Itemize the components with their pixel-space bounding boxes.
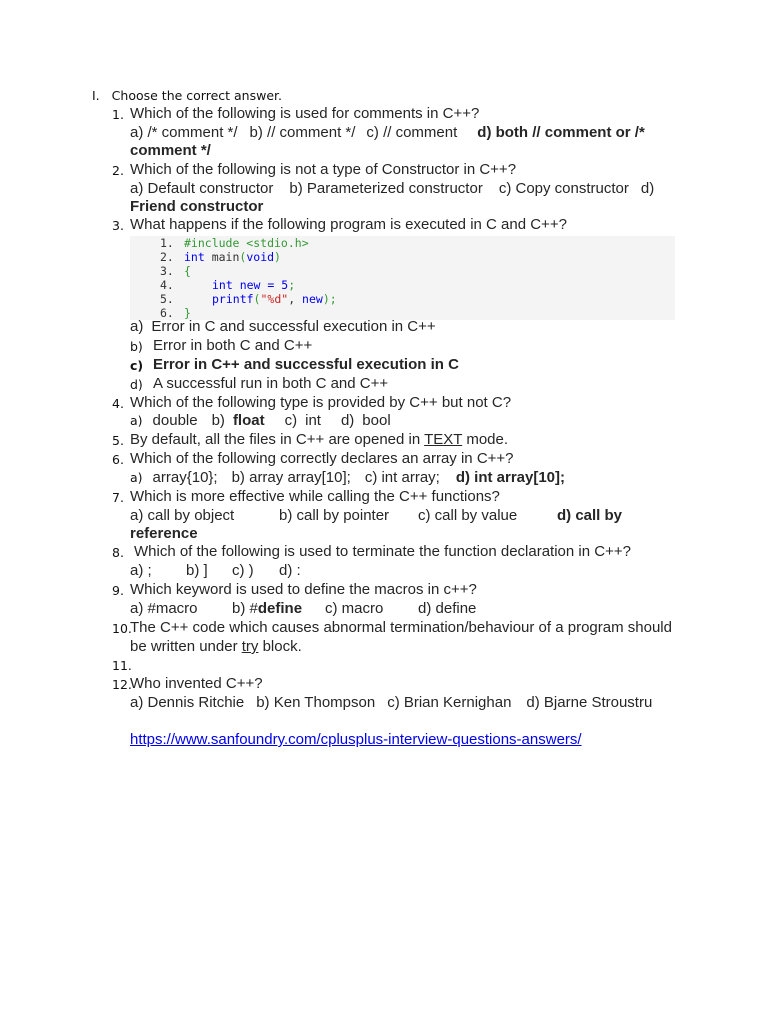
q5-number: 5.	[112, 433, 124, 448]
q1-option-b: b) // comment */	[249, 124, 356, 141]
q4-option-c: int	[305, 412, 321, 429]
q7-option-d-continued: reference	[130, 525, 198, 542]
code-line-6: 6. }	[160, 306, 191, 320]
q3-option-b-label: b)	[130, 339, 143, 354]
section-marker: I.	[92, 88, 100, 103]
q1-option-d-continued: comment */	[130, 142, 211, 159]
q1-option-a: a) /* comment */	[130, 124, 238, 141]
q4-options: a) double b) float c) int d) bool	[130, 412, 391, 429]
q4-text: Which of the following type is provided by C++ but not C?	[130, 394, 512, 411]
q1-text: Which of the following is used for comments in C++?	[130, 105, 480, 122]
q2-option-a: a) Default constructor	[130, 180, 274, 197]
q6-text: Which of the following correctly declares an array in C++?	[130, 450, 514, 467]
q4-option-b: float	[232, 412, 265, 429]
q3-option-d-label: d)	[130, 377, 143, 392]
code-line-3: 3. {	[160, 264, 191, 278]
q2-option-d: Friend constructor	[130, 198, 264, 215]
q2-option-b: b) Parameterized constructor	[289, 180, 483, 197]
q1-option-c: c) // comment	[366, 124, 458, 141]
q3-option-c: Error in C++ and successful execution in C	[153, 356, 459, 373]
q1-options	[130, 124, 645, 142]
q2-option-d-label: d)	[640, 180, 655, 197]
q6-option-c: c) int array;	[364, 469, 440, 486]
q7-option-a: a) call by object	[130, 507, 235, 524]
q8-option-a: a) ;	[130, 562, 152, 579]
q4-number: 4.	[112, 396, 124, 411]
q2-text: Which of the following is not a type of Constructor in C++?	[130, 161, 517, 178]
q7-option-b: b) call by pointer	[279, 507, 390, 524]
q5-text: By default, all the files in C++ are opened in TEXT mode.	[130, 431, 509, 448]
q1-number: 1.	[112, 107, 124, 122]
q9-option-d: d) define	[418, 600, 477, 617]
q2-options	[130, 180, 654, 198]
q2-number: 2.	[112, 163, 124, 178]
q3-text: What happens if the following program is executed in C and C++?	[130, 216, 567, 233]
q10-text-line-2: be written under try block.	[130, 638, 302, 655]
code-line-4: 4. int new = 5;	[160, 278, 296, 292]
q9-option-c: c) macro	[325, 600, 384, 617]
section-heading	[92, 87, 282, 105]
q6-option-b: b) array array[10];	[231, 469, 351, 486]
q8-number: 8.	[112, 545, 124, 560]
q10-number: 10.	[112, 621, 132, 636]
q7-option-c: c) call by value	[418, 507, 518, 524]
q12-number: 12.	[112, 677, 132, 692]
q4-option-a: double	[152, 412, 198, 429]
q3-option-b: Error in both C and C++	[153, 337, 313, 354]
q3-option-c-label: c)	[130, 358, 144, 373]
q9-number: 9.	[112, 583, 124, 598]
q9-option-a: a) #macro	[130, 600, 198, 617]
section-title: Choose the correct answer.	[111, 88, 282, 103]
q3-option-a: a) Error in C and successful execution in C++	[130, 318, 436, 335]
q7-text: Which is more effective while calling the C++ functions?	[130, 488, 500, 505]
q9-text: Which keyword is used to define the macros in c++?	[130, 581, 477, 598]
q12-option-a: a) Dennis Ritchie	[130, 694, 245, 711]
q10-text-line-1: The C++ code which causes abnormal termination/behaviour of a program should	[130, 619, 672, 636]
q3-option-d: A successful run in both C and C++	[153, 375, 389, 392]
code-line-5: 5. printf("%d", new);	[160, 292, 337, 306]
q1-option-d: d) both // comment or /*	[477, 124, 645, 141]
q8-text: Which of the following is used to terminate the function declaration in C++?	[134, 543, 631, 560]
q8-option-d: d) :	[279, 562, 301, 579]
q3-number: 3.	[112, 218, 124, 233]
q7-option-d: d) call by	[557, 507, 623, 524]
q6-option-d: d) int array[10];	[455, 469, 566, 486]
q12-option-d: d) Bjarne Stroustru	[526, 694, 653, 711]
source-link[interactable]: https://www.sanfoundry.com/cplusplus-interview-questions-answers/	[130, 731, 582, 748]
q6-number: 6.	[112, 452, 124, 467]
q8-option-c: c) )	[232, 562, 254, 579]
q6-options: a) array{10}; b) array array[10]; c) int array; d) int array[10];	[130, 469, 566, 486]
q9-option-b: b) #define	[232, 600, 303, 617]
q6-option-a: array{10};	[152, 469, 218, 486]
q7-number: 7.	[112, 490, 124, 505]
q11-number: 11.	[112, 658, 132, 673]
q12-option-b: b) Ken Thompson	[256, 694, 376, 711]
code-line-2: 2. int main(void)	[160, 250, 281, 264]
q8-option-b: b) ]	[186, 562, 208, 579]
q12-text: Who invented C++?	[130, 675, 263, 692]
q2-option-c: c) Copy constructor	[498, 180, 629, 197]
q12-option-c: c) Brian Kernighan	[387, 694, 512, 711]
q4-option-d: bool	[362, 412, 391, 429]
q12-options	[130, 694, 652, 712]
code-line-1: 1. #include <stdio.h>	[160, 236, 309, 250]
